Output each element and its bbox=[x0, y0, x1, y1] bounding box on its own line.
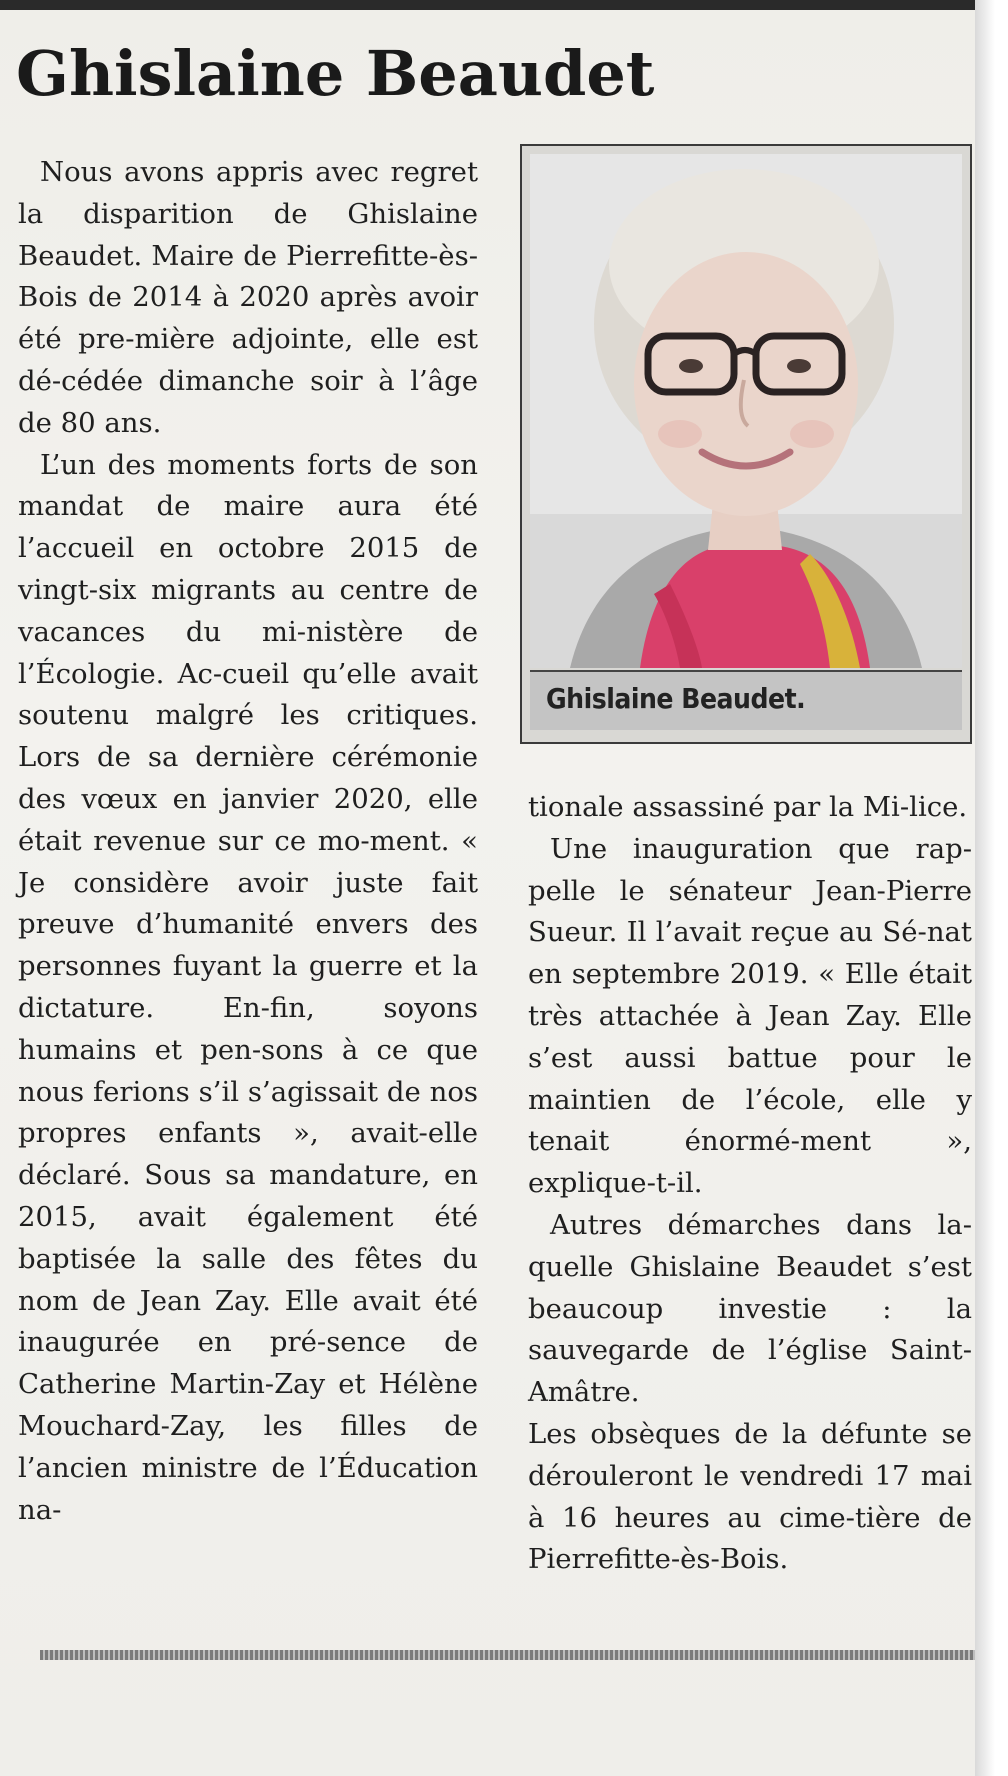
photo-caption: Ghislaine Beaudet. bbox=[546, 682, 806, 715]
paragraph-5: Les obsèques de la défunte se dérouleront le vendredi 17 mai à 16 heures au cime-tière de Pierrefitte-ès-Bois. bbox=[528, 1417, 972, 1576]
article-column-left bbox=[18, 152, 478, 1531]
scan-edge bbox=[975, 0, 1008, 1776]
paragraph-1: Nous avons appris avec regret la disparition de Ghislaine Beaudet. Maire de Pierrefitte-ès-Bois de 2014 à 2020 après avoir été pre-mière adjointe, elle est dé-cédée dimanche soir à l’âge de 80 ans. bbox=[18, 156, 478, 439]
paragraph-3: Une inauguration que rap-pelle le sénateur Jean-Pierre Sueur. Il l’avait reçue au Sé-nat en septembre 2019. « Elle était très attachée à Jean Zay. Elle s’est aussi battue pour le maintien de l’école, elle y tenait énormé-ment », explique-t-il. bbox=[528, 832, 972, 1200]
caption-band bbox=[530, 670, 962, 730]
top-rule bbox=[0, 0, 975, 10]
portrait-illustration bbox=[530, 154, 962, 668]
paragraph-4: Autres démarches dans la-quelle Ghislaine Beaudet s’est beaucoup investie : la sauvegarde de l’église Saint-Amâtre. bbox=[528, 1208, 972, 1409]
portrait-photo bbox=[520, 144, 972, 744]
bottom-rule bbox=[40, 1650, 975, 1660]
paragraph-2: L’un des moments forts de son mandat de maire aura été l’accueil en octobre 2015 de vingt-six migrants au centre de vacances du mi-nistère de l’Écologie. Ac-cueil qu’elle avait soutenu malgré les critiques. Lors de sa dernière cérémonie des vœux en janvier 2020, elle était revenue sur ce mo-ment. « Je considère avoir juste fait preuve d’humanité envers des personnes fuyant la guerre et la dictature. En-fin, soyons humains et pen-sons à ce que nous ferions s’il s’agissait de nos propres enfants », avait-elle déclaré. Sous sa mandature, en 2015, avait également été baptisée la salle des fêtes du nom de Jean Zay. Elle avait été inaugurée en pré-sence de Catherine Martin-Zay et Hélène Mouchard-Zay, les filles de l’ancien ministre de l’Éducation na- bbox=[18, 448, 478, 1526]
article-title: Ghislaine Beaudet bbox=[16, 37, 655, 110]
paragraph-continuation: tionale assassiné par la Mi-lice. bbox=[528, 791, 968, 823]
portrait-image bbox=[530, 154, 962, 668]
article-column-right bbox=[528, 787, 972, 1581]
